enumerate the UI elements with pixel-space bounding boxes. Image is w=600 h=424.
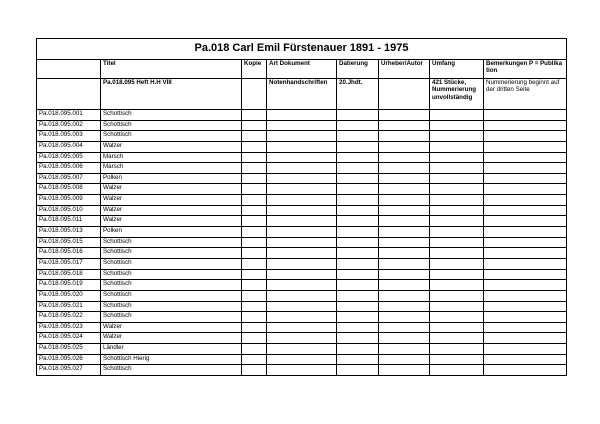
title-row xyxy=(37,39,567,60)
cell-urheber xyxy=(379,290,430,301)
cell-titel: Schottisch xyxy=(101,131,242,142)
cell-signatur: Pa.018.095.016 xyxy=(37,248,101,259)
cell-urheber xyxy=(379,280,430,291)
cell-art-dokument xyxy=(267,195,337,206)
cell-urheber xyxy=(379,312,430,323)
cell-bemerkungen xyxy=(484,237,567,248)
table-row xyxy=(37,312,567,323)
cell-art-dokument xyxy=(267,141,337,152)
cell-urheber xyxy=(379,152,430,163)
cell-bemerkungen xyxy=(484,365,567,376)
cell-art-dokument xyxy=(267,110,337,121)
header-bemerkungen: Bemerkungen P = Publikation xyxy=(484,60,567,79)
cell-umfang xyxy=(430,344,484,355)
cell-kopie xyxy=(242,237,267,248)
cell-datierung xyxy=(337,152,379,163)
header-titel: Titel xyxy=(101,60,242,79)
cell-datierung xyxy=(337,248,379,259)
table-row xyxy=(37,269,567,280)
cell-urheber xyxy=(379,344,430,355)
cell-kopie xyxy=(242,248,267,259)
cell-urheber xyxy=(379,248,430,259)
cell-bemerkungen xyxy=(484,312,567,323)
cell-bemerkungen xyxy=(484,301,567,312)
cell-urheber xyxy=(379,258,430,269)
cell-titel: Polken xyxy=(101,227,242,238)
table-row xyxy=(37,237,567,248)
cell-umfang xyxy=(430,301,484,312)
header-kopie: Kopie xyxy=(242,60,267,79)
cell-urheber xyxy=(379,110,430,121)
cell-kopie xyxy=(242,216,267,227)
cell-titel: Schottisch xyxy=(101,290,242,301)
cell-signatur: Pa.018.095.006 xyxy=(37,163,101,174)
cell-art-dokument xyxy=(267,365,337,376)
cell-art-dokument xyxy=(267,152,337,163)
table-row xyxy=(37,248,567,259)
cell-umfang xyxy=(430,333,484,344)
cell-kopie xyxy=(242,354,267,365)
cell-titel: Marsch xyxy=(101,152,242,163)
cell-signatur: Pa.018.095.013 xyxy=(37,227,101,238)
cell-art-dokument xyxy=(267,344,337,355)
header-signatur xyxy=(37,60,101,79)
cell-titel: Schottisch xyxy=(101,269,242,280)
cell-urheber xyxy=(379,163,430,174)
cell-urheber xyxy=(379,141,430,152)
cell-titel: Schottisch xyxy=(101,365,242,376)
cell-kopie xyxy=(242,141,267,152)
catalog-table xyxy=(36,38,567,376)
cell-bemerkungen xyxy=(484,184,567,195)
cell-urheber xyxy=(379,173,430,184)
cell-datierung xyxy=(337,131,379,142)
cell-urheber xyxy=(379,195,430,206)
cell-datierung xyxy=(337,195,379,206)
cell-datierung xyxy=(337,258,379,269)
table-row xyxy=(37,173,567,184)
cell-art-dokument xyxy=(267,227,337,238)
table-row xyxy=(37,184,567,195)
cell-urheber xyxy=(379,269,430,280)
cell-urheber xyxy=(379,322,430,333)
table-row xyxy=(37,333,567,344)
cell-kopie xyxy=(242,184,267,195)
cell-art-dokument xyxy=(267,163,337,174)
cell-signatur: Pa.018.095.007 xyxy=(37,173,101,184)
cell-signatur: Pa.018.095.002 xyxy=(37,120,101,131)
cell-bemerkungen xyxy=(484,131,567,142)
header-row xyxy=(37,60,567,79)
cell-bemerkungen xyxy=(484,216,567,227)
cell-kopie xyxy=(242,290,267,301)
cell-kopie xyxy=(242,163,267,174)
cell-titel: Walzer xyxy=(101,195,242,206)
cell-titel: Walzer xyxy=(101,205,242,216)
table-row xyxy=(37,141,567,152)
cell-datierung xyxy=(337,205,379,216)
cell-umfang xyxy=(430,248,484,259)
cell-art-dokument xyxy=(267,269,337,280)
cell-kopie xyxy=(242,227,267,238)
cell-datierung xyxy=(337,163,379,174)
cell-umfang xyxy=(430,120,484,131)
cell-datierung xyxy=(337,344,379,355)
table-row xyxy=(37,163,567,174)
cell-titel: Walzer xyxy=(101,184,242,195)
cell-titel: Schottisch xyxy=(101,237,242,248)
cell-signatur: Pa.018.095.011 xyxy=(37,216,101,227)
cell-titel: Walzer xyxy=(101,216,242,227)
cell-art-dokument xyxy=(267,237,337,248)
cell-signatur: Pa.018.095.003 xyxy=(37,131,101,142)
table-row xyxy=(37,354,567,365)
cell-kopie xyxy=(242,365,267,376)
cell-signatur: Pa.018.095.026 xyxy=(37,354,101,365)
table-row xyxy=(37,227,567,238)
table-row xyxy=(37,120,567,131)
cell-titel: Schottisch Hierig xyxy=(101,354,242,365)
table-row xyxy=(37,290,567,301)
table-row xyxy=(37,152,567,163)
cell-signatur: Pa.018.095.022 xyxy=(37,312,101,323)
cell-bemerkungen xyxy=(484,248,567,259)
cell-umfang xyxy=(430,269,484,280)
cell-titel: Walzer xyxy=(101,333,242,344)
cell-signatur: Pa.018.095.019 xyxy=(37,280,101,291)
cell-datierung xyxy=(337,141,379,152)
cell-umfang xyxy=(430,227,484,238)
cell-art-dokument xyxy=(267,248,337,259)
cell-art-dokument xyxy=(267,184,337,195)
heft-bemerkungen: Nummerierung beginnt auf der dritten Seite xyxy=(484,79,567,110)
cell-titel: Schottisch xyxy=(101,312,242,323)
cell-art-dokument xyxy=(267,173,337,184)
cell-datierung xyxy=(337,322,379,333)
cell-bemerkungen xyxy=(484,280,567,291)
cell-art-dokument xyxy=(267,301,337,312)
cell-titel: Schottisch xyxy=(101,280,242,291)
cell-umfang xyxy=(430,173,484,184)
cell-umfang xyxy=(430,163,484,174)
cell-art-dokument xyxy=(267,205,337,216)
cell-bemerkungen xyxy=(484,195,567,206)
cell-titel: Schottisch xyxy=(101,248,242,259)
cell-signatur: Pa.018.095.024 xyxy=(37,333,101,344)
cell-kopie xyxy=(242,280,267,291)
cell-kopie xyxy=(242,312,267,323)
cell-umfang xyxy=(430,237,484,248)
cell-signatur: Pa.018.095.027 xyxy=(37,365,101,376)
cell-signatur: Pa.018.095.009 xyxy=(37,195,101,206)
cell-umfang xyxy=(430,184,484,195)
cell-umfang xyxy=(430,322,484,333)
cell-bemerkungen xyxy=(484,269,567,280)
cell-signatur: Pa.018.095.017 xyxy=(37,258,101,269)
cell-bemerkungen xyxy=(484,290,567,301)
cell-titel: Marsch xyxy=(101,163,242,174)
header-art-dokument: Art Dokument xyxy=(267,60,337,79)
cell-datierung xyxy=(337,301,379,312)
cell-datierung xyxy=(337,269,379,280)
cell-kopie xyxy=(242,205,267,216)
cell-kopie xyxy=(242,131,267,142)
table-row xyxy=(37,131,567,142)
cell-titel: Walzer xyxy=(101,322,242,333)
cell-kopie xyxy=(242,173,267,184)
cell-datierung xyxy=(337,173,379,184)
cell-urheber xyxy=(379,205,430,216)
cell-umfang xyxy=(430,365,484,376)
table-row xyxy=(37,280,567,291)
table-row xyxy=(37,365,567,376)
cell-datierung xyxy=(337,333,379,344)
cell-kopie xyxy=(242,120,267,131)
cell-datierung xyxy=(337,216,379,227)
cell-datierung xyxy=(337,237,379,248)
table-row xyxy=(37,205,567,216)
cell-signatur: Pa.018.095.004 xyxy=(37,141,101,152)
cell-titel: Walzer xyxy=(101,141,242,152)
table-row xyxy=(37,322,567,333)
table-row xyxy=(37,216,567,227)
cell-umfang xyxy=(430,110,484,121)
cell-art-dokument xyxy=(267,312,337,323)
cell-bemerkungen xyxy=(484,344,567,355)
heft-titel: Pa.018.095 Heft H.H VIII xyxy=(101,79,242,110)
cell-umfang xyxy=(430,354,484,365)
cell-art-dokument xyxy=(267,258,337,269)
cell-bemerkungen xyxy=(484,322,567,333)
cell-bemerkungen xyxy=(484,141,567,152)
cell-signatur: Pa.018.095.021 xyxy=(37,301,101,312)
table-row xyxy=(37,344,567,355)
cell-art-dokument xyxy=(267,322,337,333)
cell-kopie xyxy=(242,152,267,163)
cell-signatur: Pa.018.095.020 xyxy=(37,290,101,301)
heft-art-dokument: Notenhandschriften xyxy=(267,79,337,110)
heft-urheber xyxy=(379,79,430,110)
cell-datierung xyxy=(337,227,379,238)
cell-art-dokument xyxy=(267,333,337,344)
heft-datierung: 20.Jhdt. xyxy=(337,79,379,110)
cell-signatur: Pa.018.095.025 xyxy=(37,344,101,355)
cell-urheber xyxy=(379,301,430,312)
cell-datierung xyxy=(337,110,379,121)
cell-titel: Schottisch xyxy=(101,110,242,121)
header-datierung: Datierung xyxy=(337,60,379,79)
cell-urheber xyxy=(379,216,430,227)
table-body xyxy=(37,39,567,376)
cell-datierung xyxy=(337,365,379,376)
cell-signatur: Pa.018.095.008 xyxy=(37,184,101,195)
cell-signatur: Pa.018.095.010 xyxy=(37,205,101,216)
cell-kopie xyxy=(242,322,267,333)
heft-row xyxy=(37,79,567,110)
cell-art-dokument xyxy=(267,131,337,142)
catalog-sheet xyxy=(36,38,566,376)
cell-bemerkungen xyxy=(484,152,567,163)
cell-titel: Schottisch xyxy=(101,258,242,269)
cell-titel: Polken xyxy=(101,173,242,184)
cell-art-dokument xyxy=(267,280,337,291)
cell-urheber xyxy=(379,120,430,131)
cell-kopie xyxy=(242,333,267,344)
cell-umfang xyxy=(430,216,484,227)
cell-bemerkungen xyxy=(484,333,567,344)
cell-art-dokument xyxy=(267,290,337,301)
page-title: Pa.018 Carl Emil Fürstenauer 1891 - 1975 xyxy=(37,39,567,60)
cell-kopie xyxy=(242,110,267,121)
cell-bemerkungen xyxy=(484,120,567,131)
cell-umfang xyxy=(430,131,484,142)
cell-datierung xyxy=(337,312,379,323)
cell-bemerkungen xyxy=(484,110,567,121)
cell-umfang xyxy=(430,312,484,323)
cell-umfang xyxy=(430,152,484,163)
cell-urheber xyxy=(379,365,430,376)
cell-urheber xyxy=(379,131,430,142)
cell-bemerkungen xyxy=(484,173,567,184)
table-row xyxy=(37,110,567,121)
cell-urheber xyxy=(379,333,430,344)
cell-umfang xyxy=(430,280,484,291)
cell-signatur: Pa.018.095.001 xyxy=(37,110,101,121)
cell-umfang xyxy=(430,141,484,152)
table-row xyxy=(37,258,567,269)
cell-urheber xyxy=(379,237,430,248)
cell-kopie xyxy=(242,344,267,355)
heft-kopie xyxy=(242,79,267,110)
table-row xyxy=(37,301,567,312)
cell-kopie xyxy=(242,301,267,312)
cell-datierung xyxy=(337,354,379,365)
cell-datierung xyxy=(337,290,379,301)
cell-titel: Schottisch xyxy=(101,301,242,312)
table-row xyxy=(37,195,567,206)
cell-datierung xyxy=(337,120,379,131)
cell-umfang xyxy=(430,205,484,216)
cell-bemerkungen xyxy=(484,227,567,238)
cell-urheber xyxy=(379,184,430,195)
cell-urheber xyxy=(379,354,430,365)
cell-signatur: Pa.018.095.015 xyxy=(37,237,101,248)
header-umfang: Umfang xyxy=(430,60,484,79)
header-urheber: Urheber/Autor xyxy=(379,60,430,79)
cell-bemerkungen xyxy=(484,258,567,269)
cell-art-dokument xyxy=(267,216,337,227)
cell-signatur: Pa.018.095.018 xyxy=(37,269,101,280)
cell-kopie xyxy=(242,195,267,206)
cell-titel: Ländler xyxy=(101,344,242,355)
cell-umfang xyxy=(430,195,484,206)
cell-umfang xyxy=(430,290,484,301)
cell-bemerkungen xyxy=(484,163,567,174)
cell-datierung xyxy=(337,280,379,291)
cell-art-dokument xyxy=(267,120,337,131)
cell-urheber xyxy=(379,227,430,238)
cell-titel: Schottisch xyxy=(101,120,242,131)
cell-bemerkungen xyxy=(484,205,567,216)
heft-signatur xyxy=(37,79,101,110)
cell-umfang xyxy=(430,258,484,269)
cell-bemerkungen xyxy=(484,354,567,365)
cell-datierung xyxy=(337,184,379,195)
cell-art-dokument xyxy=(267,354,337,365)
heft-umfang: 421 Stücke, Nummerierung unvollständig xyxy=(430,79,484,110)
cell-kopie xyxy=(242,258,267,269)
cell-kopie xyxy=(242,269,267,280)
cell-signatur: Pa.018.095.005 xyxy=(37,152,101,163)
cell-signatur: Pa.018.095.023 xyxy=(37,322,101,333)
